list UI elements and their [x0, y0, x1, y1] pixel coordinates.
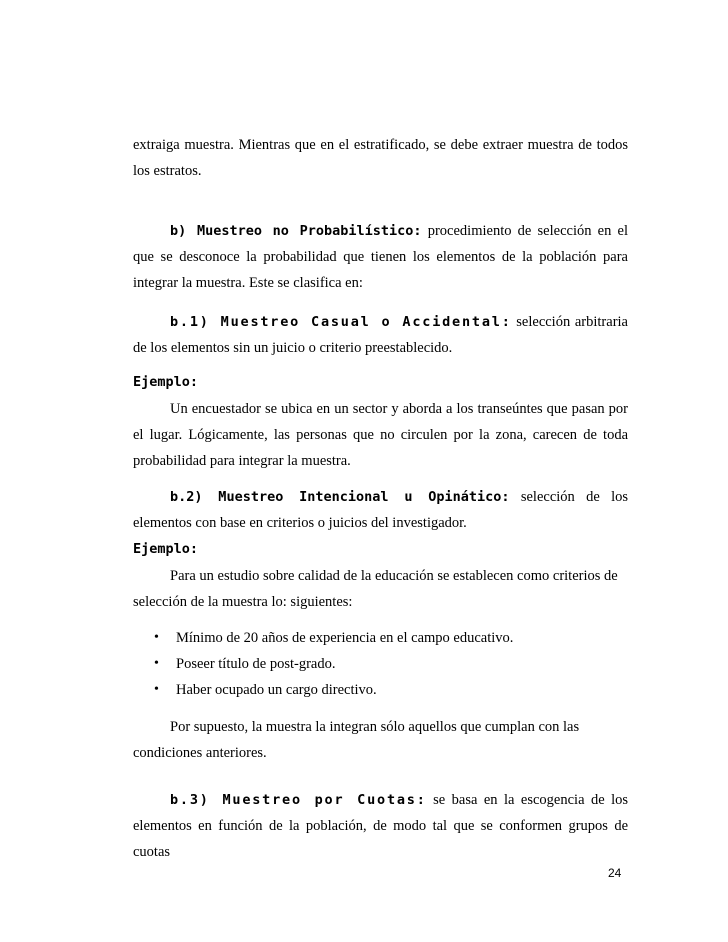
bullet-icon: • [154, 630, 159, 645]
heading-casual-accidental: b.1) Muestreo Casual o Accidental: [170, 314, 512, 330]
bullet-icon: • [154, 682, 159, 697]
list-item-text: Haber ocupado un cargo directivo. [176, 682, 377, 698]
list-item [133, 625, 628, 651]
list-item [133, 651, 628, 677]
list-item [133, 677, 628, 703]
text-casual-accidental: selección arbitraria de los elementos sin un juicio o criterio preestablecido. [133, 314, 628, 356]
bullet-icon: • [154, 656, 159, 671]
paragraph-stratified-continuation: extraiga muestra. Mientras que en el estratificado, se debe extraer muestra de todos los estratos. [133, 137, 628, 179]
heading-intentional: b.2) Muestreo Intencional u Opinático: [170, 489, 510, 505]
page-number: 24 [608, 866, 622, 880]
paragraph-quotas [133, 787, 628, 865]
paragraph-closing: Por supuesto, la muestra la integran sólo aquellos que cumplan con las condiciones anteriores. [133, 719, 580, 761]
paragraph-non-probabilistic [133, 218, 628, 296]
criteria-list [133, 625, 628, 703]
example-text-2: Para un estudio sobre calidad de la educación se establecen como criterios de selección de la muestra lo: siguientes: [133, 568, 618, 610]
example-text-1: Un encuestador se ubica en un sector y aborda a los transeúntes que pasan por el lugar. Lógicamente, las personas que no circulen por la zona, carecen de toda probabilidad para integrar la muestra. [133, 401, 628, 469]
list-item-text: Poseer título de post-grado. [176, 656, 336, 672]
paragraph-casual-accidental [133, 309, 628, 361]
text-quotas: se basa en la escogencia de los elementos en función de la población, de modo tal que se conformen grupos de cuotas [133, 792, 629, 860]
paragraph-intentional [133, 484, 628, 536]
text-intentional: selección de los elementos con base en criterios o juicios del investigador. [133, 489, 628, 531]
heading-quotas: b.3) Muestreo por Cuotas: [170, 792, 427, 808]
list-item-text: Mínimo de 20 años de experiencia en el campo educativo. [176, 630, 514, 646]
example-label-1: Ejemplo: [133, 374, 199, 390]
heading-non-probabilistic: b) Muestreo no Probabilístico: [170, 223, 422, 239]
text-non-probabilistic: procedimiento de selección en el que se desconoce la probabilidad que tienen los elementos de la población para integrar la muestra. Este se clasifica en: [133, 223, 628, 291]
example-label-2: Ejemplo: [133, 541, 199, 557]
